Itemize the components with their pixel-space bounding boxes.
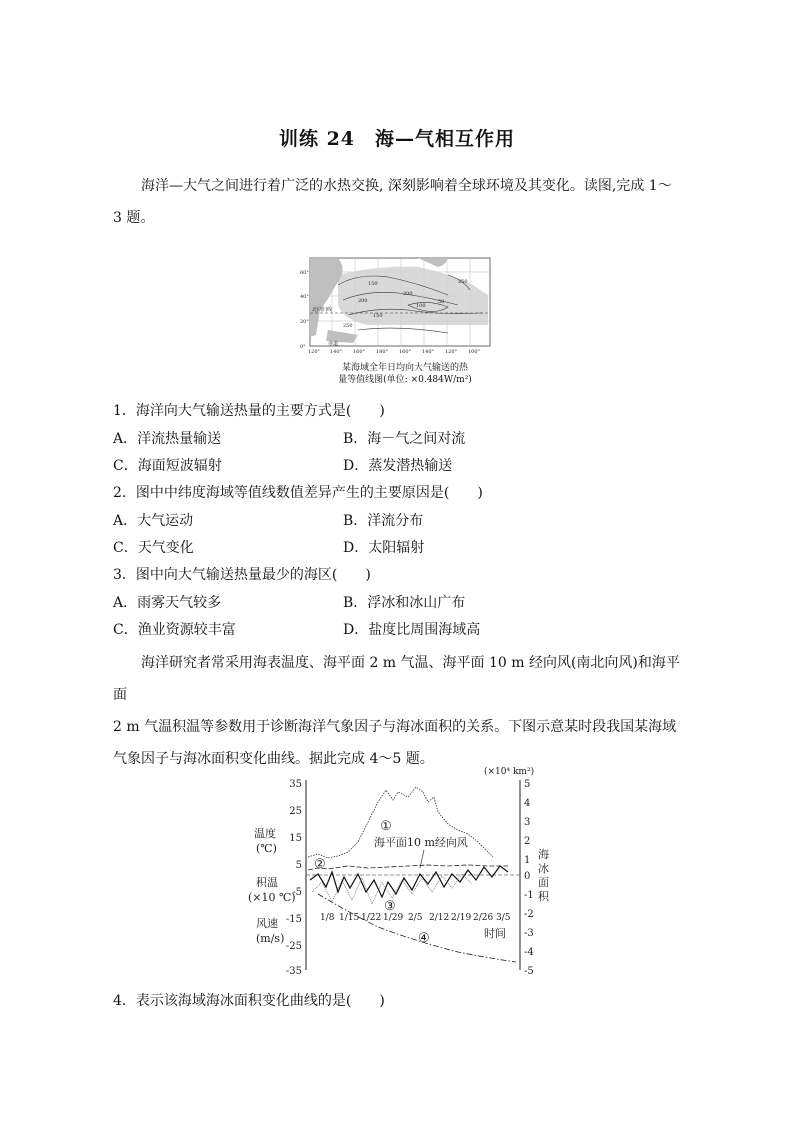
contour-label: 200 <box>403 291 413 297</box>
intro2-line3: 气象因子与海冰面积变化曲线。据此完成 4～5 题。 <box>113 751 434 767</box>
page-title: 训练 24 海—气相互作用 <box>278 128 516 150</box>
left-label-acctemp: 积温 <box>256 876 278 889</box>
caption-line2: 量等值线图(单位: ×0.484W/m²) <box>338 375 472 385</box>
lon-label: 160° <box>353 349 366 355</box>
lon-label: 140° <box>422 349 435 355</box>
equator-label: 赤道 <box>328 341 339 347</box>
contour-label: 50 <box>438 299 445 305</box>
right-label-char: 海 <box>538 848 549 861</box>
left-label-wind-unit: (m/s) <box>256 932 285 945</box>
right-tick: -4 <box>524 947 534 958</box>
right-axis-unit: (×10⁴ km²) <box>484 767 535 777</box>
right-tick: -1 <box>524 890 534 901</box>
right-tick: 4 <box>524 798 531 809</box>
question-3-stem: 3．图中向大气输送热量最少的海区( ) <box>113 567 371 583</box>
lon-label: 120° <box>445 349 458 355</box>
left-label-temp-unit: (℃) <box>256 842 277 855</box>
lon-label: 140° <box>330 349 343 355</box>
q3-option-b: B．浮冰和冰山广布 <box>343 595 466 611</box>
intro2-line2: 2 m 气温积温等参数用于诊断海洋气象因子与海冰面积的关系。下图示意某时段我国某海域 <box>113 719 677 735</box>
right-tick: 2 <box>524 836 531 847</box>
q2-option-a: A．大气运动 <box>113 513 194 529</box>
left-tick: -35 <box>285 966 302 977</box>
q2-option-c: C．天气变化 <box>113 540 194 556</box>
x-tick: 1/29 <box>383 913 404 923</box>
right-tick: -3 <box>524 928 534 939</box>
curve-label-2: ② <box>314 857 326 872</box>
curve-2 <box>308 865 508 870</box>
curve-label-4: ④ <box>418 931 430 946</box>
x-tick: 2/5 <box>408 913 423 923</box>
tropic-label: 北回归线 <box>312 307 333 313</box>
q1-option-b: B．海－气之间对流 <box>343 431 466 447</box>
lon-label: 160° <box>399 349 412 355</box>
curve-label-3: ③ <box>384 899 396 914</box>
left-label-acctemp-unit: (×10 ℃) <box>248 891 296 904</box>
left-label-temp: 温度 <box>254 827 276 840</box>
right-label-char: 积 <box>538 890 549 903</box>
x-tick: 3/5 <box>496 913 511 923</box>
lon-label: 120° <box>308 349 321 355</box>
question-2-stem: 2．图中中纬度海域等值线数值差异产生的主要原因是( ) <box>113 485 483 501</box>
right-tick: 5 <box>524 779 531 790</box>
left-tick: -25 <box>285 941 302 952</box>
intro1-line1: 海洋—大气之间进行着广泛的水热交换, 深刻影响着全球环境及其变化。读图,完成 1～ <box>141 178 672 194</box>
q1-option-d: D．蒸发潜热输送 <box>343 458 453 474</box>
right-label-char: 面 <box>538 876 549 889</box>
figure1-caption <box>330 362 480 386</box>
contour-label: 250 <box>458 279 468 285</box>
right-label-char: 冰 <box>538 862 549 875</box>
lat-label: 20° <box>300 319 309 325</box>
contour-label: 200 <box>358 298 368 304</box>
q1-option-a: A．洋流热量输送 <box>113 431 222 447</box>
left-tick: 15 <box>289 833 302 844</box>
q3-option-d: D．盐度比周围海域高 <box>343 622 481 638</box>
contour-label: 150 <box>368 281 378 287</box>
intro1-line2: 3 题。 <box>113 210 155 226</box>
right-tick: 3 <box>524 817 531 828</box>
intro2-line1: 海洋研究者常采用海表温度、海平面 2 m 气温、海平面 10 m 经向风(南北向风)和海平面 <box>113 655 680 703</box>
sea-ice-factors-chart <box>248 762 558 982</box>
q3-option-c: C．渔业资源较丰富 <box>113 622 236 638</box>
curve-3 <box>310 866 508 897</box>
right-tick: -2 <box>524 909 534 920</box>
q2-option-b: B．洋流分布 <box>343 513 424 529</box>
intro-paragraph-1 <box>113 170 683 234</box>
x-tick: 1/8 <box>320 913 335 923</box>
contour-label: 250 <box>343 323 353 329</box>
left-label-wind: 风速 <box>256 917 278 930</box>
caption-line1: 某海域全年日均向大气输送的热 <box>341 363 468 373</box>
lat-label: 0° <box>300 344 306 350</box>
q1-option-c: C．海面短波辐射 <box>113 458 222 474</box>
right-tick: -5 <box>524 966 534 977</box>
left-tick: 35 <box>289 779 302 790</box>
x-tick: 2/26 <box>473 913 494 923</box>
right-tick: 1 <box>524 855 531 866</box>
curve-label-1: ① <box>380 819 392 834</box>
x-tick: 1/22 <box>361 913 382 923</box>
question-1-stem: 1．海洋向大气输送热量的主要方式是( ) <box>113 403 385 419</box>
lon-label: 100° <box>468 349 481 355</box>
lat-label: 60° <box>300 270 309 276</box>
x-tick: 2/19 <box>451 913 472 923</box>
x-axis-label: 时间 <box>484 927 506 940</box>
q3-option-a: A．雨雾天气较多 <box>113 595 222 611</box>
q2-option-d: D．太阳辐射 <box>343 540 425 556</box>
left-tick: 5 <box>295 860 302 871</box>
x-tick: 2/12 <box>429 913 450 923</box>
contour-label: 150 <box>373 313 383 319</box>
lat-label: 40° <box>300 294 309 300</box>
left-tick: -5 <box>292 887 302 898</box>
contour-label: 100 <box>416 303 426 309</box>
x-tick: 1/15 <box>339 913 360 923</box>
right-tick: 0 <box>524 871 531 882</box>
left-tick: -15 <box>285 914 302 925</box>
lon-label: 180° <box>376 349 389 355</box>
intro-paragraph-2 <box>113 647 683 775</box>
left-tick: 25 <box>289 806 302 817</box>
question-4-stem: 4．表示该海域海冰面积变化曲线的是( ) <box>113 993 385 1009</box>
wind-annotation: 海平面10 m经向风 <box>374 836 468 849</box>
